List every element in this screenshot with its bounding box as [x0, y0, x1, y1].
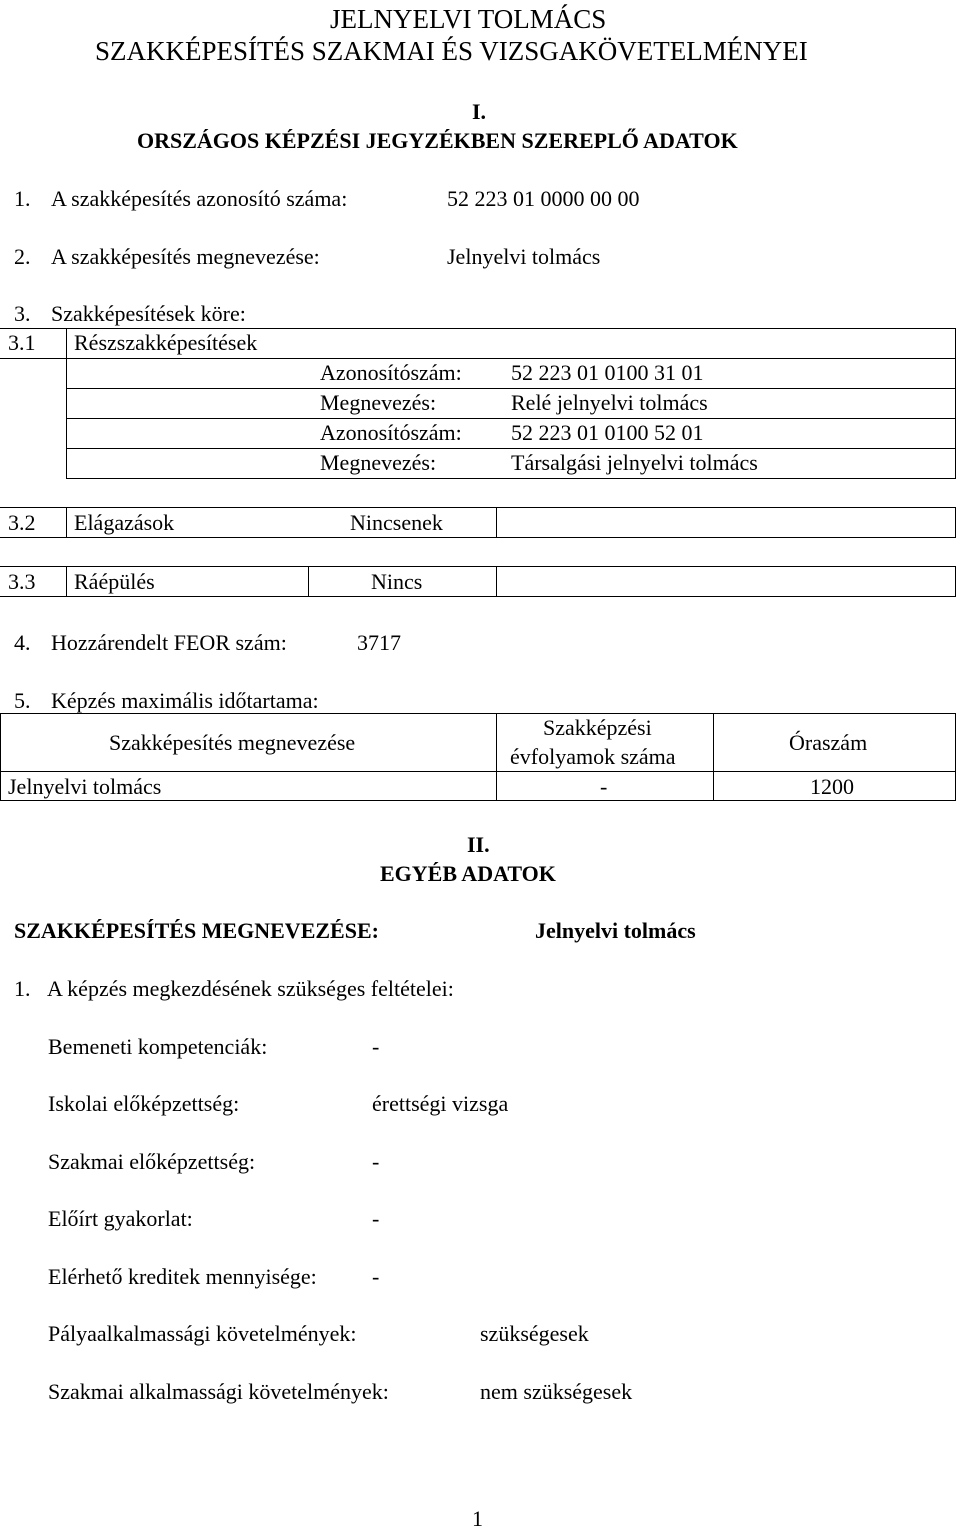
item4-value: 3717 [357, 630, 401, 655]
condition-entry-competences-value: - [372, 1034, 380, 1059]
duration-header-years-line2: évfolyamok száma [510, 744, 676, 769]
item3-label: Szakképesítések köre: [51, 301, 246, 326]
condition-credits-value: - [372, 1264, 380, 1289]
item5-label: Képzés maximális időtartama: [51, 688, 319, 713]
condition-practice-value: - [372, 1206, 380, 1231]
condition-school-value: érettségi vizsga [372, 1091, 509, 1116]
sub31-row3-value: 52 223 01 0100 52 01 [511, 420, 704, 445]
table32-vline-3 [955, 507, 956, 538]
table32-vline-1 [66, 507, 67, 538]
table33-vline-1 [66, 566, 67, 597]
item1-value: 52 223 01 0000 00 00 [447, 186, 640, 211]
table33-vline-2 [308, 566, 309, 597]
condition-career-suitability-value: szükségesek [480, 1321, 589, 1346]
duration-cell-name: Jelnyelvi tolmács [8, 774, 162, 799]
sub31-row4-value: Társalgási jelnyelvi tolmács [511, 450, 758, 475]
item2-label: A szakképesítés megnevezése: [51, 244, 320, 269]
item1-label: A szakképesítés azonosító száma: [51, 186, 348, 211]
table33-vline-3 [496, 566, 497, 597]
qualification-name-label: SZAKKÉPESÍTÉS MEGNEVEZÉSE: [14, 918, 379, 943]
sub31-row3-key: Azonosítószám: [320, 420, 462, 445]
section2-item1-number: 1. [14, 976, 31, 1001]
duration-header-name: Szakképesítés megnevezése [109, 730, 356, 755]
section1-roman: I. [472, 99, 487, 124]
condition-professional-label: Szakmai előképzettség: [48, 1149, 256, 1174]
section1-heading: ORSZÁGOS KÉPZÉSI JEGYZÉKBEN SZEREPLŐ ADATOK [137, 128, 738, 153]
duration-table-mid-line [0, 771, 956, 772]
document-title-line2: SZAKKÉPESÍTÉS SZAKMAI ÉS VIZSGAKÖVETELMÉNYEI [95, 36, 808, 66]
sub31-label: Részszakképesítések [74, 330, 258, 355]
sub31-row2-key: Megnevezés: [320, 390, 437, 415]
table31-line-4 [66, 448, 956, 449]
condition-professional-value: - [372, 1149, 380, 1174]
sub32-label: Elágazások [74, 510, 175, 535]
table31-line-2 [66, 388, 956, 389]
table31-line-bottom [66, 478, 956, 479]
sub33-label: Ráépülés [74, 569, 155, 594]
sub31-row1-value: 52 223 01 0100 31 01 [511, 360, 704, 385]
item1-number: 1. [14, 186, 31, 211]
table33-vline-4 [955, 566, 956, 597]
table32-vline-2 [496, 507, 497, 538]
condition-professional-suitability-label: Szakmai alkalmassági követelmények: [48, 1379, 389, 1404]
duration-table-vline-2 [713, 713, 714, 801]
duration-header-years-line1: Szakképzési [543, 715, 652, 740]
qualification-name-value: Jelnyelvi tolmács [535, 918, 696, 943]
document-title-line1: JELNYELVI TOLMÁCS [330, 4, 607, 34]
section2-roman: II. [467, 832, 490, 857]
table31-line-1 [0, 358, 956, 359]
section2-heading: EGYÉB ADATOK [380, 861, 556, 886]
table31-vline-left [66, 328, 67, 479]
item4-label: Hozzárendelt FEOR szám: [51, 630, 287, 655]
table31-line-3 [66, 418, 956, 419]
condition-career-suitability-label: Pályaalkalmassági követelmények: [48, 1321, 357, 1346]
sub31-row4-key: Megnevezés: [320, 450, 437, 475]
duration-header-hours: Óraszám [789, 730, 868, 755]
condition-school-label: Iskolai előképzettség: [48, 1091, 240, 1116]
sub31-row1-key: Azonosítószám: [320, 360, 462, 385]
sub31-row2-value: Relé jelnyelvi tolmács [511, 390, 708, 415]
item3-number: 3. [14, 301, 31, 326]
sub32-value: Nincsenek [350, 510, 443, 535]
sub33-value: Nincs [371, 569, 423, 594]
item2-value: Jelnyelvi tolmács [447, 244, 601, 269]
sub32-number: 3.2 [8, 510, 36, 535]
section2-item1-label: A képzés megkezdésének szükséges feltételei: [47, 976, 454, 1001]
condition-entry-competences-label: Bemeneti kompetenciák: [48, 1034, 268, 1059]
item2-number: 2. [14, 244, 31, 269]
sub33-number: 3.3 [8, 569, 36, 594]
item5-number: 5. [14, 688, 31, 713]
condition-practice-label: Előírt gyakorlat: [48, 1206, 193, 1231]
sub31-number: 3.1 [8, 330, 36, 355]
duration-cell-hours: 1200 [810, 774, 854, 799]
condition-professional-suitability-value: nem szükségesek [480, 1379, 633, 1404]
duration-table-vline-1 [496, 713, 497, 801]
duration-cell-years: - [600, 774, 608, 799]
table31-vline-right [955, 328, 956, 479]
page-number: 1 [472, 1506, 483, 1531]
item4-number: 4. [14, 630, 31, 655]
table31-line-top [0, 328, 956, 329]
condition-credits-label: Elérhető kreditek mennyisége: [48, 1264, 317, 1289]
